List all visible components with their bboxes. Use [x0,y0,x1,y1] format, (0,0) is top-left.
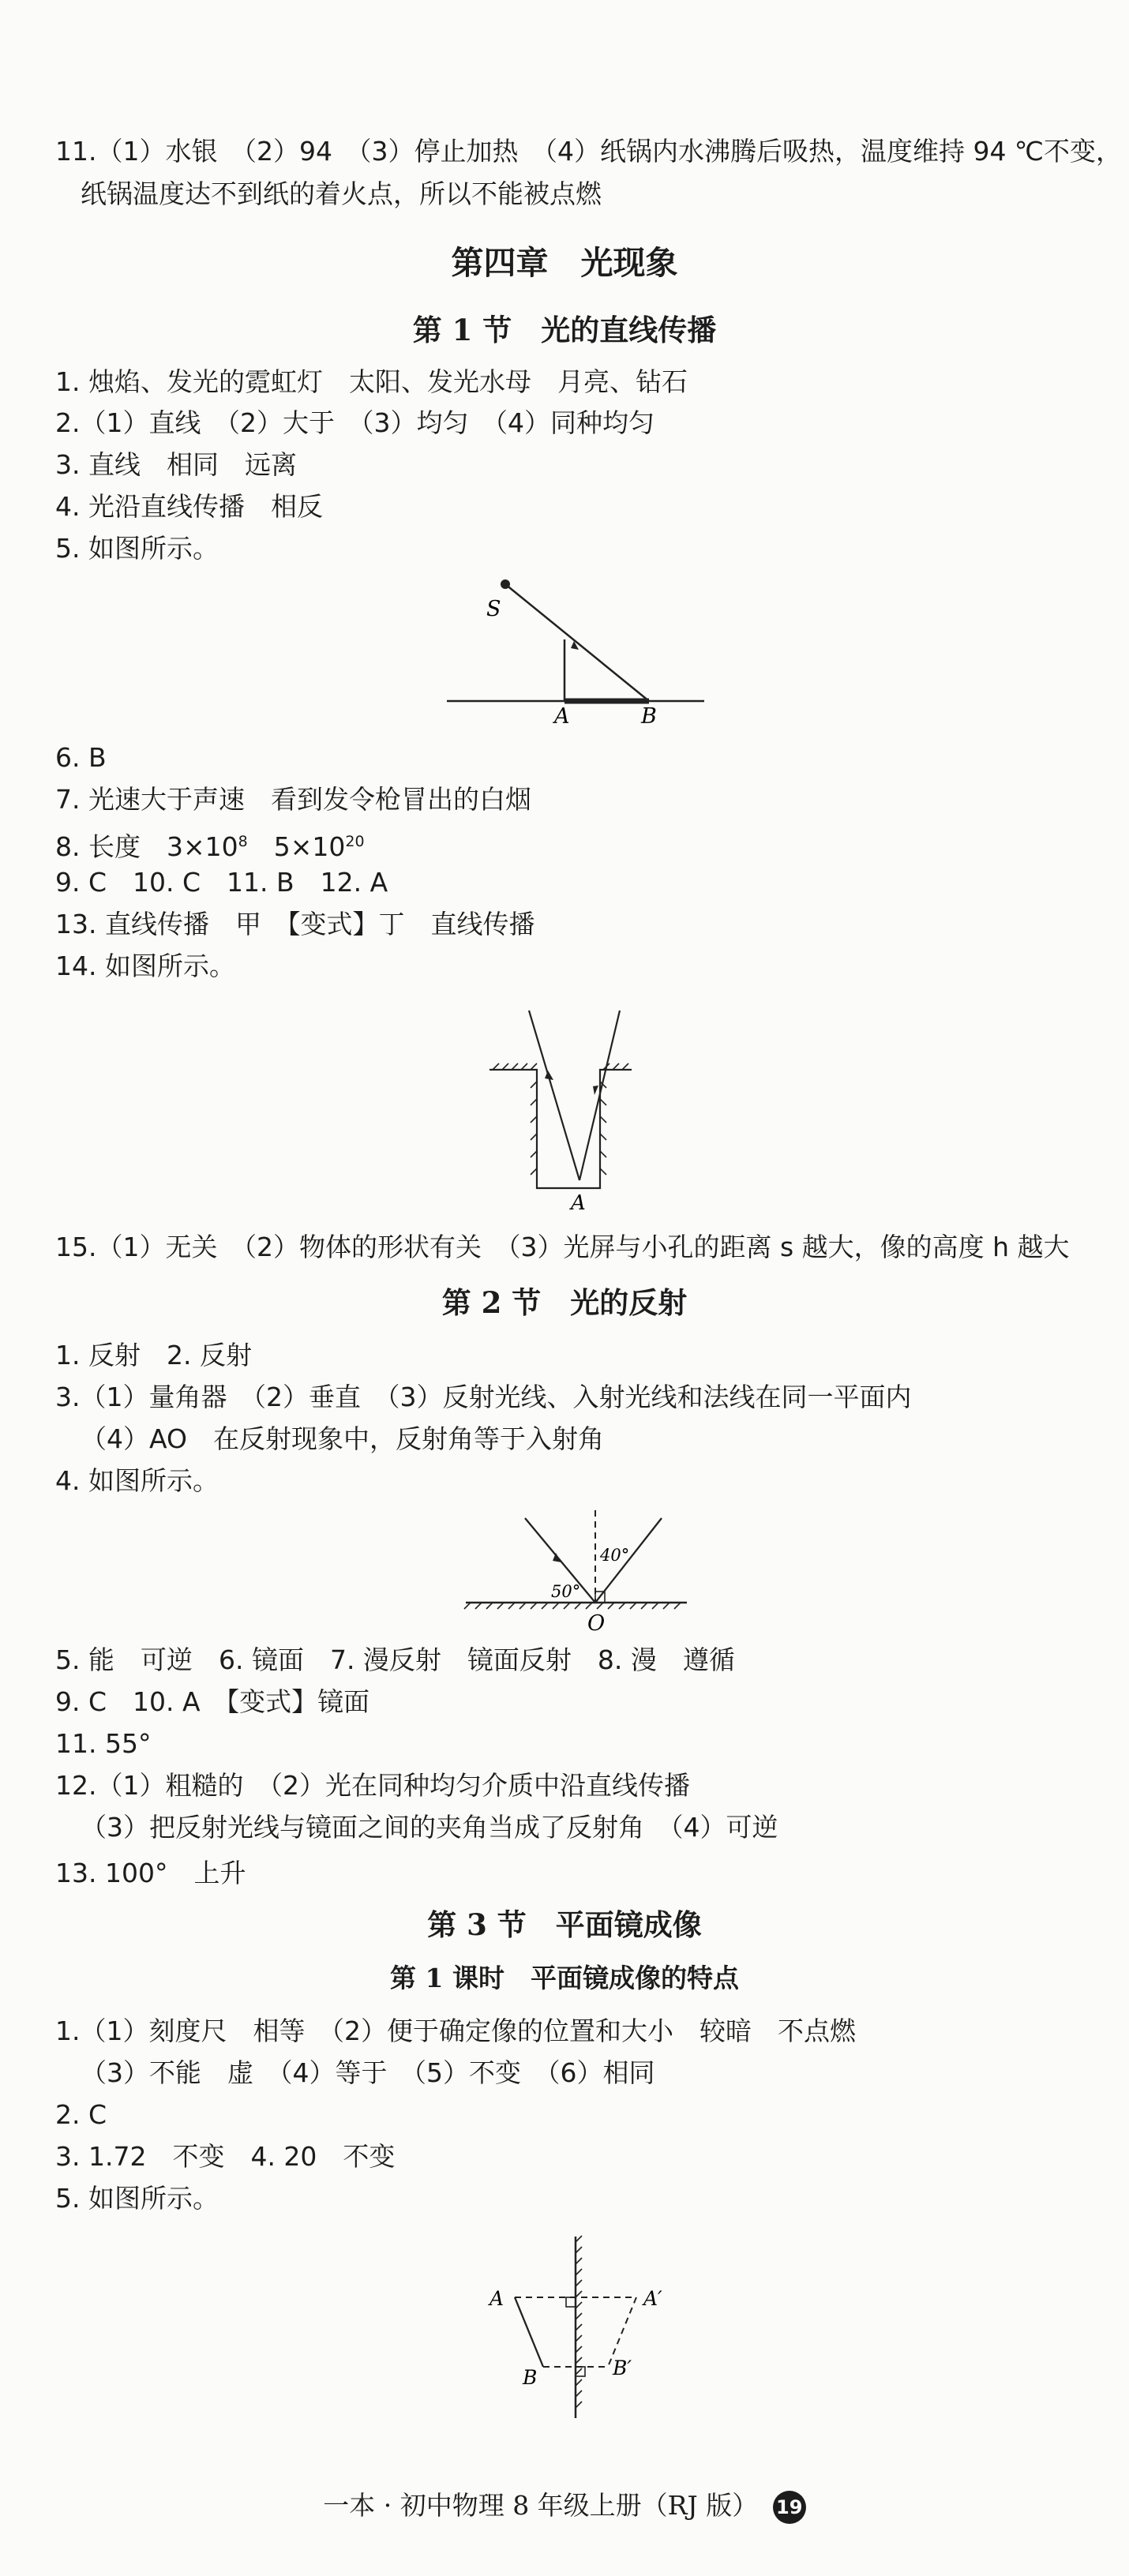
s2-line: 11. 55° [55,1728,152,1759]
section2-title: 第 2 节 光的反射 [441,1285,688,1320]
s3-line: 2. C [55,2099,107,2130]
q11-line2: 纸锅温度达不到纸的着火点，所以不能被点燃 [81,178,602,209]
fig-label-B: B [641,704,657,729]
s2-line: 5. 能 可逆 6. 镜面 7. 漫反射 镜面反射 8. 漫 遵循 [55,1644,735,1675]
s2-line: 9. C 10. A 【变式】镜面 [55,1686,370,1717]
fig-label-A: A [489,2287,504,2310]
fig-shadow-diagram [442,568,711,738]
chapter-title: 第四章 光现象 [451,244,678,282]
s3-line: 5. 如图所示。 [55,2183,219,2214]
s3-line: （3）不能 虚 （4）等于 （5）不变 （6）相同 [81,2057,655,2088]
s2-line: 4. 如图所示。 [55,1465,219,1496]
s1-line: 2.（1）直线 （2）大于 （3）均匀 （4）同种均匀 [55,407,655,438]
s2-line: （4）AO 在反射现象中，反射角等于入射角 [81,1423,604,1454]
s3-line: 1.（1）刻度尺 相等 （2）便于确定像的位置和大小 较暗 不点燃 [55,2015,856,2046]
section3-title: 第 3 节 平面镜成像 [427,1907,702,1942]
q11-line1: 11.（1）水银 （2）94 （3）停止加热 （4）纸锅内水沸腾后吸热，温度维持 94 ℃不变， [55,136,1122,167]
fig-label-A-prime: A′ [643,2287,662,2310]
s2-line: 12.（1）粗糙的 （2）光在同种均匀介质中沿直线传播 [55,1770,690,1801]
fig-reflection-diagram [458,1504,695,1638]
s1-line: 7. 光速大于声速 看到发令枪冒出的白烟 [55,784,531,815]
s2-line: 1. 反射 2. 反射 [55,1340,252,1370]
s1-line: 13. 直线传播 甲 【变式】丁 直线传播 [55,909,535,939]
s1-q15: 15.（1）无关 （2）物体的形状有关 （3）光屏与小孔的距离 s 越大，像的高度 h 越大 [55,1232,1070,1262]
page-footer [0,2485,1129,2524]
s1-line: 6. B [55,742,107,773]
s1-line: 5. 如图所示。 [55,533,219,564]
fig-label-S: S [486,597,501,621]
s2-line: （3）把反射光线与镜面之间的夹角当成了反射角 （4）可逆 [81,1812,778,1843]
fig-well-diagram [482,1003,647,1216]
fig-label-O: O [587,1611,606,1636]
fig-label-B: B [523,2366,538,2389]
s1-line: 14. 如图所示。 [55,951,235,981]
fig-label-A: A [571,1191,586,1215]
s1-line: 1. 烛焰、发光的霓虹灯 太阳、发光水母 月亮、钻石 [55,366,688,397]
fig-mirror-diagram [482,2233,695,2422]
footer-text: 一本 · 初中物理 8 年级上册（RJ 版） [323,2490,759,2521]
s2-line: 3.（1）量角器 （2）垂直 （3）反射光线、入射光线和法线在同一平面内 [55,1382,912,1412]
fig-label-A: A [554,704,570,729]
section3-subtitle: 第 1 课时 平面镜成像的特点 [390,1963,739,1993]
s1-q8: 8. 长度 $3\times 10^8$ $5\times 10^{20}$ [55,831,365,862]
fig-angle-50: 50° [551,1582,581,1601]
fig-angle-40: 40° [600,1546,630,1565]
s2-line: 13. 100° 上升 [55,1858,246,1888]
section1-title: 第 1 节 光的直线传播 [412,313,717,347]
s1-line: 3. 直线 相同 远离 [55,449,297,480]
s1-line: 9. C 10. C 11. B 12. A [55,867,388,898]
page-number-badge: 19 [773,2491,806,2524]
fig-label-B-prime: B′ [613,2357,632,2379]
s1-line: 4. 光沿直线传播 相反 [55,491,323,522]
s3-line: 3. 1.72 不变 4. 20 不变 [55,2141,396,2172]
